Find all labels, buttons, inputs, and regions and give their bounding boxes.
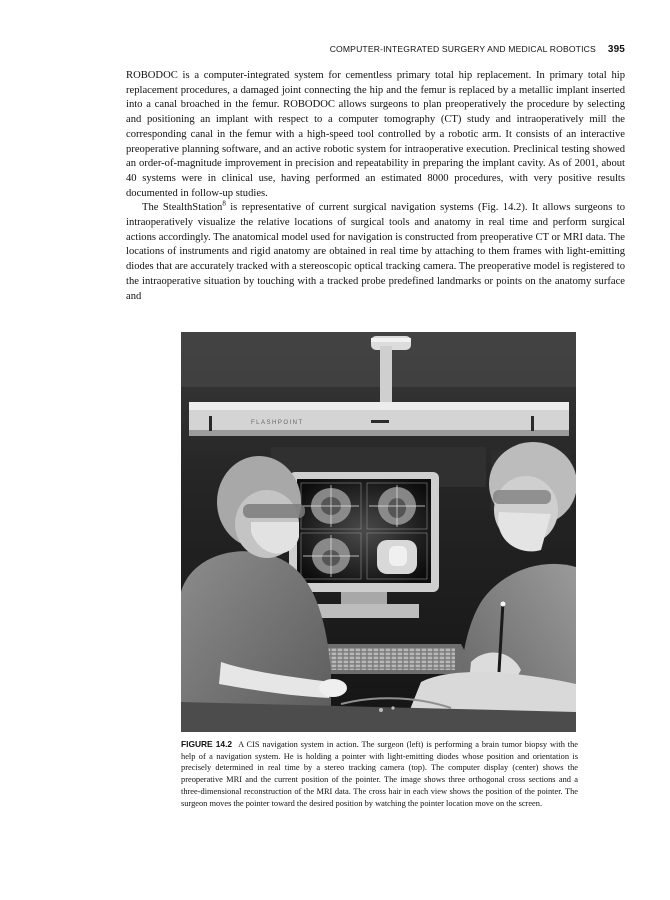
operating-room-photo [181,332,576,732]
body-text [126,69,625,304]
figure-label: FIGURE 14.2 [181,739,233,749]
camera-lens-right [531,416,534,431]
paragraph-robodoc: ROBODOC is a computer-integrated system for cementless primary total hip replacement. In primary total hip replacement procedures, a damaged joint connecting the hip and the femur is replaced by a metallic implant inserted into a canal broached in the femur. ROBODOC allows surgeons to plan preoperatively the procedure by selecting and positioning an implant with respect to a computer tomography (CT) study and intraoperatively mill the corresponding canal in the femur with a high-speed tool controlled by a robotic arm. It consists of an interactive preoperative planning software, and an active robotic system for intraoperative execution. Preclinical testing showed an order-of-magnitude improvement in precision and repeatability in preparing the implant cavity. As of 2001, about 40 systems were in clinical use, having performed an estimated 8000 procedures, with very positive results documented in follow-up studies. [126,70,625,199]
glasses-right [493,490,551,504]
running-title: COMPUTER-INTEGRATED SURGERY AND MEDICAL ROBOTICS [329,44,596,54]
camera-bar-label: FLASHPOINT [251,420,304,426]
gloved-hand-left [319,679,347,697]
reference-superscript: 8 [222,199,226,208]
figure-photo [181,332,576,732]
figure-caption [181,739,578,809]
page-number: 395 [607,44,625,55]
tracking-camera-bar [189,402,569,436]
running-header [300,44,625,58]
camera-lens-left [209,416,212,431]
paragraph-stealthstation-rest: is representative of current surgical navigation systems (Fig. 14.2). It allows surgeons to intraoperatively visualize the relative locations of surgical tools and anatomy in real time and perform surgical actions accordingly. The anatomical model used for navigation is constructed from preoperative CT or MRI data. The locations of instruments and rigid anatomy are obtained in real time by attaching to them frames with light-emitting diodes that are accurately tracked with a stereoscopic optical tracking camera. The preoperative model is registered to the intraoperative situation by touching with a tracked probe predefined landmarks or points on the anatomy surface and [126,202,625,302]
paragraph-stealthstation [126,201,625,304]
figure-caption-text: A CIS navigation system in action. The surgeon (left) is performing a brain tumor biopsy with the help of a navigation system. He is holding a pointer with light-emitting diodes whose position and orientation is precisely determined in real time by a stereo tracking camera (top). The computer display (center) shows the preoperative MRI and the current position of the pointer. The image shows three orthogonal cross sections and a three-dimensional reconstruction of the MRI data. The cross hair in each view shows the position of the pointer. The surgeon moves the pointer toward the desired position by watching the pointer location move on the screen. [181,740,578,808]
paragraph-stealthstation-start: The StealthStation [142,202,223,214]
glasses-left [243,504,305,518]
